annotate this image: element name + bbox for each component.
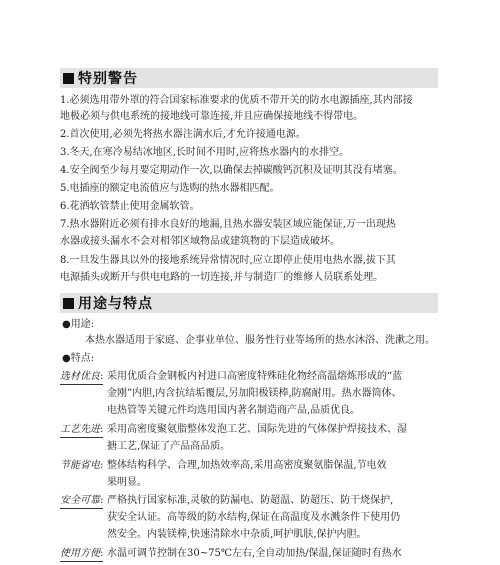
feature-line: 采用高密度聚氨脂整体发泡工艺、国际先进的气体保护焊接技术、湿 [107, 424, 407, 435]
feature-line: 水温可调节控制在30~75℃左右,全自动加热/保温,保证随时有热水 [107, 548, 402, 559]
warning-line: 电源插头或断开与供电电路的一切连接,并与制造厂的维修人员联系处理。 [60, 272, 384, 283]
warning-line: 1.必须选用带外罩的符合国家标准要求的优质不带开关的防水电源插座,其内部接 [60, 95, 413, 106]
warning-line: 5.电插座的额定电流值应与选购的热水器相匹配。 [60, 183, 280, 194]
feature-label: 工艺先进 : [60, 423, 103, 438]
warning-line: 水器或接头漏水不会对相邻区域物品或建筑物的下层造成破坏。 [60, 236, 340, 247]
black-square-icon [63, 73, 74, 84]
black-square-icon [63, 298, 74, 309]
feature-label: 使用方便 : [60, 547, 103, 562]
feature-label: 安全可靠 : [60, 494, 103, 509]
feature-line: 电热管等关键元件均选用国内著名制造商产品,品质优良。 [107, 405, 361, 416]
purpose-label: ●用途: [62, 319, 95, 330]
feature-label: 节能省电 : [60, 459, 103, 473]
purpose-text: 本热水器适用于家庭、企事业单位、服务性行业等场所的热水沐浴、洗漱之用。 [85, 335, 435, 346]
warning-line: 3.冬天,在寒冷易结冰地区,长时间不用时,应将热水器内的水排空。 [60, 147, 350, 158]
usage-section-title: 用途与特点 [78, 296, 153, 312]
feature-line: 获安全认证。高等级的防水结构,保证在高温度及水溅条件下使用仍 [107, 512, 401, 523]
feature-line: 严格执行国家标准,灵敏的防漏电、防超温、防超压、防干烧保护, [107, 495, 394, 506]
feature-line: 果明显。 [107, 477, 147, 488]
feature-line: 搪工艺,保证了产品高品质。 [107, 441, 231, 452]
feature-label: 选材优良 : [60, 370, 103, 385]
feature-line: 金刚”内胆,内含抗结垢覆层,另加阳极镁棒,防腐耐用。热水器筒体、 [107, 388, 402, 399]
feature-line: 然安全。内装镁棒,快速清除水中杂质,呵护肌肤,保护内胆。 [107, 529, 367, 540]
warning-line: 6.花洒软管禁止使用金属软管。 [60, 201, 200, 212]
warning-section-header [60, 68, 438, 88]
warning-line: 7.热水器附近必须有排水良好的地漏,且热水器安装区域应能保证,万一出现热 [60, 219, 396, 230]
warning-line: 4.安全阀至少每月要定期动作一次,以确保去掉碳酸钙沉积及证明其没有堵塞。 [60, 165, 403, 176]
feature-line: 整体结构科学、合理,加热效率高,采用高密度聚氨脂保温,节电效 [107, 460, 387, 471]
usage-section-header [60, 293, 438, 313]
feature-line: 采用优质合金钢板内衬进口高密度特殊硅化物经高温熔炼形成的“蓝 [107, 371, 403, 382]
warning-line: 2.首次使用,必须先将热水器注满水后,才允许接通电源。 [60, 129, 306, 140]
warning-section-title: 特别警告 [78, 71, 138, 87]
warning-line: 8.一旦发生器具以外的接地系统异常情况时,应立即停止使用电热水器,拔下其 [60, 255, 396, 266]
warning-line: 地极必须与供电系统的接地线可靠连接,并且应确保接地线不得带电。 [60, 111, 364, 122]
features-label: ●特点: [62, 353, 95, 364]
